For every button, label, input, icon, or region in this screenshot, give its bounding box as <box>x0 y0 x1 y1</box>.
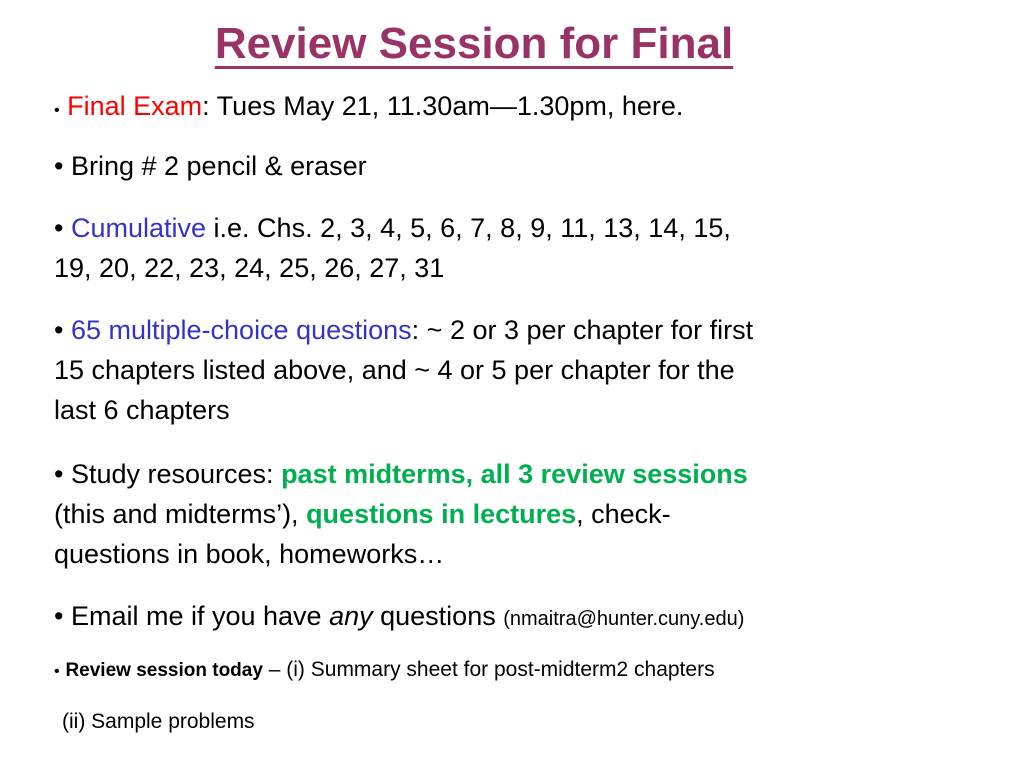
bullet-review-today <box>54 650 954 692</box>
resources-highlight-2: questions in lectures <box>306 499 577 529</box>
bullet-pencil <box>54 146 954 186</box>
chapters-part-2: 19, 20, 22, 23, 24, 25, 26, 27, 31 <box>54 253 445 283</box>
resources-line-1 <box>54 454 954 494</box>
mc-label: 65 multiple-choice questions <box>70 315 412 345</box>
mc-line-1 <box>54 310 954 350</box>
resources-prefix: Study resources: <box>70 459 282 489</box>
bullet-dot: • <box>54 151 64 181</box>
final-exam-label: Final Exam <box>67 91 203 121</box>
bullet-dot: • <box>54 315 64 345</box>
mc-text-3: last 6 chapters <box>54 395 230 425</box>
bullet-cumulative <box>54 208 954 288</box>
bullet-dot: • <box>54 213 64 243</box>
bullet-email <box>54 596 954 639</box>
email-pre: Email me if you have <box>70 601 330 631</box>
resources-line2-pre: (this and midterms’), <box>54 499 307 529</box>
resources-line2-post: , check- <box>576 499 671 529</box>
mc-text-1: : ~ 2 or 3 per chapter for first <box>411 315 754 345</box>
review-today-details: – (i) Summary sheet for post-midterm2 chapters <box>262 658 715 681</box>
chapters-part-1: i.e. Chs. 2, 3, 4, 5, 6, 7, 8, 9, 11, 13, 14, 15, <box>206 213 731 243</box>
email-emphasis: any <box>329 601 373 631</box>
bullet-final-exam <box>54 86 954 131</box>
sample-problems-line: (ii) Sample problems <box>62 710 255 733</box>
bullet-dot: • <box>54 102 60 119</box>
pencil-text: Bring # 2 pencil & eraser <box>70 151 367 181</box>
bullet-dot: • <box>54 459 64 489</box>
bullet-study-resources <box>54 454 954 574</box>
bullet-multiple-choice <box>54 310 954 430</box>
review-today-label: Review session today <box>65 660 263 681</box>
bullet-dot: • <box>54 601 64 631</box>
email-address: (nmaitra@hunter.cuny.edu) <box>503 608 745 630</box>
final-exam-details: : Tues May 21, 11.30am—1.30pm, here. <box>202 91 684 121</box>
email-post: questions <box>372 601 504 631</box>
mc-text-2: 15 chapters listed above, and ~ 4 or 5 per chapter for the <box>54 355 735 385</box>
cumulative-line-1 <box>54 208 954 248</box>
bullet-dot: • <box>54 663 60 680</box>
cumulative-label: Cumulative <box>70 213 207 243</box>
resources-highlight-1: past midterms, all 3 review sessions <box>281 459 748 489</box>
resources-line-2 <box>54 494 954 534</box>
resources-line-3: questions in book, homeworks… <box>54 539 445 569</box>
slide-title: Review Session for Final <box>214 19 734 68</box>
